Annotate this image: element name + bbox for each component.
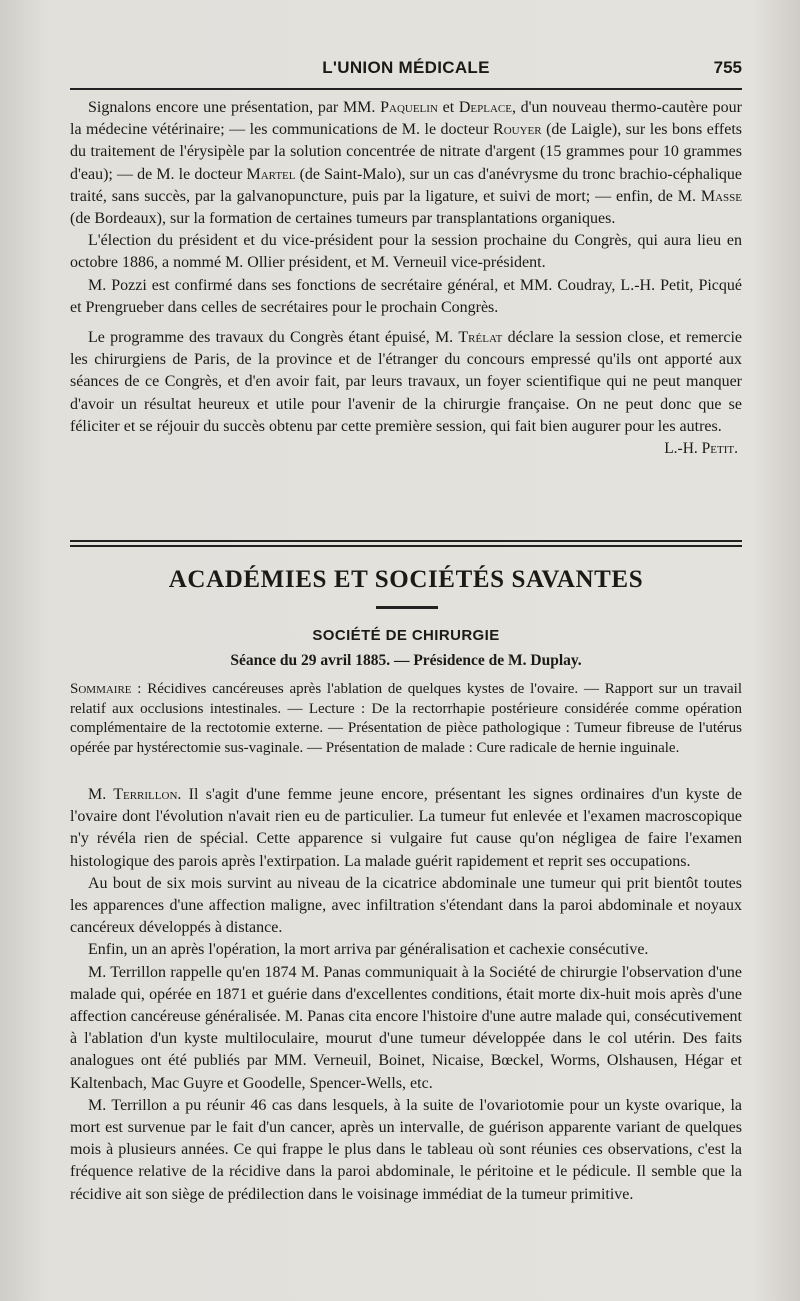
section-rule-bottom: [70, 545, 742, 547]
title-underline: [376, 606, 438, 609]
section-title: ACADÉMIES ET SOCIÉTÉS SAVANTES: [168, 566, 644, 593]
text-run: (de Saint-Malo), sur un cas d'anévrysme du tronc brachio-céphalique traité, sans succès, par la galvanopuncture, puis par la ligature, et suivi de mort; — enfin, de M.: [70, 165, 742, 205]
text-run: déclare la session close, et remercie les chirurgiens de Paris, de la province et de l'étranger du concours empressé qu'ils ont apporté aux séances de ce Congrès, et d'en avoir fait, par leurs travaux, un foyer scientifique qui ne peut manquer d'avoir un résultat heureux et utile pour l'avenir de la chirurgie française. On ne peut donc que se féliciter et se réjouir du succès obtenu par cette première session, qui fait bien augurer pour les autres.: [70, 329, 743, 435]
seance-line: Séance du 29 avril 1885. — Présidence de M. Duplay.: [230, 652, 582, 669]
journal-title: L'UNION MÉDICALE: [322, 58, 490, 77]
section-rule-top: [70, 540, 742, 542]
summary: [70, 680, 742, 758]
author-name: Rouyer: [493, 121, 542, 139]
author-name: Deplace: [458, 99, 512, 116]
author-name: Masse: [700, 187, 742, 205]
paragraph-closing: [70, 327, 742, 438]
paragraph-recurrence: Au bout de six mois survint au niveau de la cicatrice abdominale une tumeur qui prit bientôt toutes les apparences d'une affection maligne, avec infiltration s'étendant dans la paroi abdominale et noyaux cancéreux développés à distance.: [70, 874, 742, 937]
society-title: SOCIÉTÉ DE CHIRURGIE: [312, 627, 500, 644]
speaker-name: M. Terrillon: [88, 786, 178, 803]
header-rule: [70, 88, 742, 90]
text-run: (de Bordeaux), sur la formation de certaines tumeurs par transplantations organiques.: [70, 210, 616, 228]
text-run: et: [437, 99, 459, 116]
running-head: [70, 58, 742, 86]
author-name: Martel: [246, 165, 296, 183]
author-name: Paquelin: [380, 99, 438, 116]
signature-name: Petit.: [701, 440, 738, 458]
signature-initials: L.-H.: [664, 440, 702, 458]
paragraph-election: L'élection du président et du vice-président pour la session prochaine du Congrès, qui aura lieu en octobre 1886, a nommé M. Ollier président, et M. Verneuil vice-président.: [70, 232, 742, 272]
text-run: Signalons encore une présentation, par MM.: [88, 99, 381, 116]
paragraph-presentations: [70, 97, 742, 230]
congress-report: [70, 97, 742, 460]
paragraph-secretaries: M. Pozzi est confirmé dans ses fonctions de secrétaire général, et MM. Coudray, L.-H. Petit, Picqué et Prengrueber dans celles de secrétaires pour le prochain Congrès.: [70, 276, 742, 316]
text-run: . Il s'agit d'une femme jeune encore, présentant les signes ordinaires d'un kyste de l'ovaire dont l'évolution n'avait rien eu de particulier. La tumeur fut enlevée et l'examen macroscopique n'y révéla rien de spécial. Cette apparence si vulgaire fut cause qu'on négligea de faire l'examen histologique des parois après l'extirpation. La malade guérit rapidement et reprit ses occupations.: [70, 786, 742, 870]
summary-text: : Récidives cancéreuses après l'ablation de quelques kystes de l'ovaire. — Rapport sur un travail relatif aux occlusions intestinales. — Lecture : De la rectorrhapie postérieure considérée comme opération complémentaire de la rectotomie externe. — Présentation de pièce pathologique : Tumeur fibreuse de l'utérus opérée par hystérectomie sus-vaginale. — Présentation de malade : Cure radicale de hernie inguinale.: [70, 681, 742, 756]
summary-label: Sommaire: [70, 681, 132, 697]
text-run: , d'un nouveau thermo-cautère pour la médecine vétérinaire; — les communications de M. le docteur: [70, 99, 742, 139]
text-run: (de Laigle), sur les bons effets du traitement de l'érysipèle par la solution concentrée de nitrate d'argent (15 grammes pour 10 grammes d'eau); — de M. le docteur: [70, 121, 742, 183]
summary-block: [70, 680, 742, 758]
author-name: Trélat: [458, 329, 503, 347]
signature: [70, 438, 742, 460]
page-number: 755: [713, 58, 742, 77]
paragraph-death: Enfin, un an après l'opération, la mort arriva par généralisation et cachexie consécutive.: [88, 941, 649, 959]
paragraph-46-cases: M. Terrillon a pu réunir 46 cas dans lesquels, à la suite de l'ovariotomie pour un kyste ovarique, la mort est survenue par le fait d'un cancer, après un intervalle, de guérison apparente variant de quelques mois à plusieurs années. Ce qui frappe le plus dans le tableau où sont réunies ces observations, c'est la fréquence relative de la récidive dans la paroi abdominale, le péritoine et le pédicule. Il semble que la récidive ait son siège de prédilection dans le voisinage immédiat de la tumeur primitive.: [70, 1096, 742, 1203]
text-run: Le programme des travaux du Congrès étant épuisé, M.: [88, 329, 459, 347]
session-body: [70, 784, 742, 1206]
paragraph-panas: M. Terrillon rappelle qu'en 1874 M. Panas communiquait à la Société de chirurgie l'observation d'une malade qui, opérée en 1871 et guérie dans d'excellentes conditions, était morte dix-huit mois après d'une affection cancéreuse généralisée. M. Panas cita encore l'histoire d'une autre malade qui, consécutivement à l'ablation d'un kyste multiloculaire, mourut d'une tumeur développée dans le col utérin. Des faits analogues ont été publiés par MM. Verneuil, Boinet, Nicaise, Bœckel, Worms, Olshausen, Hégar et Kaltenbach, Mac Guyre et Goodelle, Spencer-Wells, etc.: [70, 963, 742, 1092]
paragraph-terrillon-case: [70, 784, 742, 873]
